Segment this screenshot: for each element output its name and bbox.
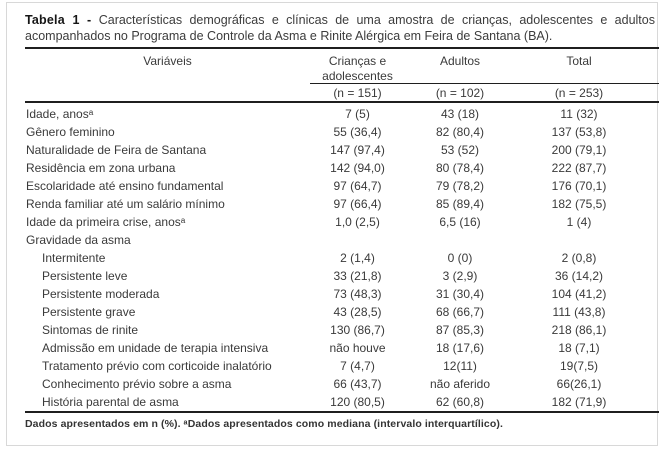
row-value-children: 2 (1,4): [340, 251, 375, 265]
table-row: [25, 231, 659, 249]
row-value-adults: 87 (85,3): [435, 323, 485, 337]
row-label: Gravidade da asma: [26, 233, 131, 247]
table-figure: [6, 2, 658, 446]
table-row: [25, 357, 659, 375]
table-row: [25, 105, 659, 123]
table-caption-separator: -: [86, 13, 92, 27]
row-value-adults: 12(11): [443, 359, 477, 373]
row-label: Conhecimento prévio sobre a asma: [42, 377, 232, 391]
row-value-total: 137 (53,8): [551, 125, 607, 139]
table-row: [25, 285, 659, 303]
table-row: [25, 321, 659, 339]
table-row: [25, 159, 659, 177]
row-value-adults: 79 (78,2): [435, 179, 485, 193]
row-value-total: 218 (86,1): [551, 323, 607, 337]
row-label: Persistente grave: [42, 305, 136, 319]
row-value-total: 182 (71,9): [551, 395, 607, 409]
row-value-total: 2 (0,8): [561, 251, 597, 265]
header-children-adolescents: Crianças e adolescentes: [322, 54, 393, 83]
table-body: [25, 105, 655, 411]
row-value-total: 104 (41,2): [551, 287, 607, 301]
row-value-children: 55 (36,4): [333, 125, 382, 139]
row-value-children: 73 (48,3): [333, 287, 382, 301]
n-adults: (n = 102): [435, 85, 485, 100]
row-value-total: 222 (87,7): [551, 161, 607, 175]
row-value-adults: 18 (17,6): [435, 341, 485, 355]
row-value-children: 43 (28,5): [333, 305, 382, 319]
row-value-children: 147 (97,4): [330, 143, 385, 157]
table-row: [25, 249, 659, 267]
row-label: Naturalidade de Feira de Santana: [26, 143, 207, 157]
row-value-adults: 43 (18): [440, 107, 480, 121]
row-value-adults: 85 (89,4): [435, 197, 485, 211]
row-label: Residência em zona urbana: [26, 161, 176, 175]
row-value-total: 111 (43,8): [552, 305, 606, 319]
row-value-children: 97 (64,7): [333, 179, 382, 193]
row-value-adults: 68 (66,7): [435, 305, 485, 319]
row-label: Renda familiar até um salário mínimo: [26, 197, 225, 211]
header-variables: Variáveis: [143, 54, 192, 68]
table-row: [25, 375, 659, 393]
row-value-children: 130 (86,7): [330, 323, 385, 337]
row-value-adults: não aferido: [429, 377, 491, 391]
row-label: Intermitente: [42, 251, 106, 265]
table-row: [25, 393, 659, 411]
n-children: (n = 151): [333, 85, 382, 100]
table-caption: [25, 13, 655, 44]
row-value-adults: 31 (30,4): [435, 287, 485, 301]
row-value-total: 66(26,1): [556, 377, 602, 391]
row-value-total: 1 (4): [566, 215, 592, 229]
table-row: [25, 123, 659, 141]
row-value-adults: 82 (80,4): [435, 125, 485, 139]
table-row: [25, 195, 659, 213]
n-total: (n = 253): [554, 85, 604, 100]
row-value-children: 120 (80,5): [330, 395, 385, 409]
table-header-row: [25, 54, 659, 83]
table-row: [25, 267, 659, 285]
table-footnote: Dados apresentados em n (%). ᵃDados apresentados como mediana (intervalo interquartílico).: [25, 418, 503, 430]
table-row: [25, 141, 659, 159]
row-value-total: 182 (75,5): [551, 197, 607, 211]
rule-table-bottom: [25, 411, 659, 413]
row-value-adults: 6,5 (16): [439, 215, 481, 229]
table-row: [25, 339, 659, 357]
row-label: Escolaridade até ensino fundamental: [26, 179, 224, 193]
table-row: [25, 213, 659, 231]
row-value-children: 66 (43,7): [333, 377, 382, 391]
row-value-adults: 3 (2,9): [442, 269, 478, 283]
row-value-children: 7 (4,7): [340, 359, 375, 373]
row-value-total: 19(7,5): [559, 359, 599, 373]
row-value-children: 1,0 (2,5): [335, 215, 380, 229]
row-value-total: 200 (79,1): [551, 143, 607, 157]
row-label: Idade, anosᵃ: [26, 107, 94, 121]
table-caption-label: Tabela 1: [25, 13, 80, 27]
row-label: Gênero feminino: [26, 125, 115, 139]
row-label: Tratamento prévio com corticoide inalatório: [42, 359, 272, 373]
row-label: Persistente leve: [42, 269, 128, 283]
table-row: [25, 303, 659, 321]
table-caption-text: Características demográficas e clínicas de uma amostra de crianças, adolescentes e adultos acompanhados no Programa de Controle da Asma e Rinite Alérgica em Feira de Santana (BA).: [25, 13, 655, 43]
rule-top: [25, 47, 659, 49]
row-label: Persistente moderada: [42, 287, 160, 301]
row-label: Admissão em unidade de terapia intensiva: [42, 341, 269, 355]
row-value-adults: 62 (60,8): [435, 395, 485, 409]
table-row: [25, 177, 659, 195]
row-value-children: 7 (5): [345, 107, 370, 121]
row-label: Sintomas de rinite: [42, 323, 139, 337]
row-value-total: 11 (32): [560, 107, 598, 121]
row-label: História parental de asma: [42, 395, 179, 409]
row-value-adults: 0 (0): [447, 251, 473, 265]
row-value-total: 18 (7,1): [558, 341, 600, 355]
row-label: Idade da primeira crise, anosᵃ: [26, 215, 186, 229]
row-value-total: 36 (14,2): [554, 269, 604, 283]
header-total: Total: [566, 54, 592, 68]
row-value-adults: 80 (78,4): [435, 161, 485, 175]
rule-header-bottom: [25, 101, 659, 103]
row-value-total: 176 (70,1): [551, 179, 607, 193]
row-value-children: não houve: [329, 341, 386, 355]
row-value-children: 33 (21,8): [333, 269, 382, 283]
row-value-adults: 53 (52): [440, 143, 480, 157]
table-n-row: [25, 84, 659, 101]
row-value-children: 97 (66,4): [333, 197, 382, 211]
header-adults: Adultos: [439, 54, 481, 68]
row-value-children: 142 (94,0): [330, 161, 385, 175]
